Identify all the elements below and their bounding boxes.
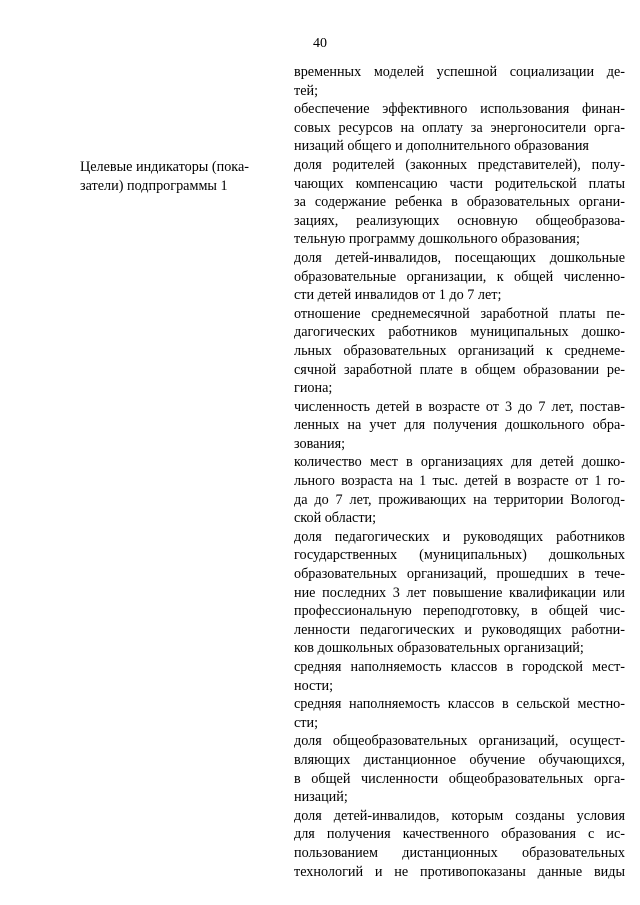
indicator-text-line: льного возраста на 1 тыс. детей в возрасте от 1 го- — [294, 473, 625, 490]
indicators-heading-line: Целевые индикаторы (пока- — [80, 159, 249, 175]
indicator-text-line: ленных на учет для получения дошкольного обра- — [294, 417, 625, 434]
indicator-text-line: обеспечение эффективного использования финан- — [294, 101, 625, 118]
indicator-text-line: для получения качественного образования с ис- — [294, 826, 625, 843]
indicator-text-line: низаций; — [294, 789, 348, 806]
indicator-text-line: сти детей инвалидов от 1 до 7 лет; — [294, 287, 502, 304]
indicator-text-line: ленности педагогических и руководящих работни- — [294, 621, 625, 638]
indicator-text-line: средняя наполняемость классов в сельской местно- — [294, 696, 625, 713]
indicator-text-line: в общей численности общеобразовательных орга- — [294, 770, 625, 787]
indicator-text-line: ков дошкольных образовательных организаций; — [294, 640, 584, 657]
indicator-text-line: доля педагогических и руководящих работников — [294, 528, 625, 545]
indicators-heading — [80, 158, 270, 195]
indicator-text-line: гиона; — [294, 380, 333, 397]
indicator-text-line: образовательных организаций, прошедших в тече- — [294, 566, 625, 583]
indicator-text-line: численность детей в возрасте от 3 до 7 лет, постав- — [294, 398, 625, 415]
indicator-text-line: сти; — [294, 714, 319, 731]
indicator-text-line: доля детей-инвалидов, посещающих дошкольные — [294, 249, 625, 266]
indicator-text-line: вляющих дистанционное обучение обучающихся, — [294, 751, 625, 768]
indicator-text-line: пользованием дистанционных образовательных — [294, 844, 625, 861]
indicator-text-line: тей; — [294, 82, 319, 99]
indicator-text-line: ние последних 3 лет повышение квалификации или — [294, 584, 625, 601]
indicator-text-line: доля родителей (законных представителей), полу- — [294, 156, 625, 173]
indicator-text-line: зациях, реализующих основную общеобразова- — [294, 212, 625, 229]
indicator-text-line: льных образовательных организаций к среднеме- — [294, 342, 625, 359]
indicator-text-line: зования; — [294, 435, 346, 452]
indicator-text-line: средняя наполняемость классов в городской мест- — [294, 659, 625, 675]
indicator-text-line: дагогических работников муниципальных дошко- — [294, 324, 625, 341]
indicator-text-line: доля детей-инвалидов, которым созданы условия — [294, 807, 625, 824]
indicator-text-line: ской области; — [294, 510, 377, 527]
indicator-text-line: за содержание ребенка в образовательных органи- — [294, 194, 625, 211]
indicator-text-line: чающих компенсацию части родительской платы — [294, 175, 625, 192]
page-number: 40 — [313, 36, 327, 51]
indicator-text-line: низаций общего и дополнительного образования — [294, 138, 589, 155]
indicator-text-line: совых ресурсов на оплату за энергоносители орга- — [294, 119, 625, 136]
indicator-text-line: технологий и не противопоказаны данные виды — [294, 863, 625, 880]
indicator-text-line: да до 7 лет, проживающих на территории Вологод- — [294, 491, 625, 508]
indicator-text-line: профессиональную переподготовку, в общей чис- — [294, 603, 625, 620]
indicator-text-line: доля общеобразовательных организаций, осущест- — [294, 733, 625, 750]
indicators-list — [294, 63, 625, 881]
indicator-text-line: количество мест в организациях для детей дошко- — [294, 454, 625, 471]
indicator-text-line: государственных (муниципальных) дошкольных — [294, 547, 625, 564]
indicator-text-line: сячной заработной плате в общем образовании ре- — [294, 361, 625, 378]
indicator-text-line: тельную программу дошкольного образования; — [294, 231, 580, 248]
indicator-text-line: образовательные организации, к общей численно- — [294, 268, 625, 285]
indicator-text-line: ности; — [294, 677, 334, 694]
indicators-heading-line: затели) подпрограммы 1 — [80, 177, 228, 194]
indicator-text-line: временных моделей успешной социализации де- — [294, 64, 625, 80]
indicator-text-line: отношение среднемесячной заработной платы пе- — [294, 305, 625, 322]
